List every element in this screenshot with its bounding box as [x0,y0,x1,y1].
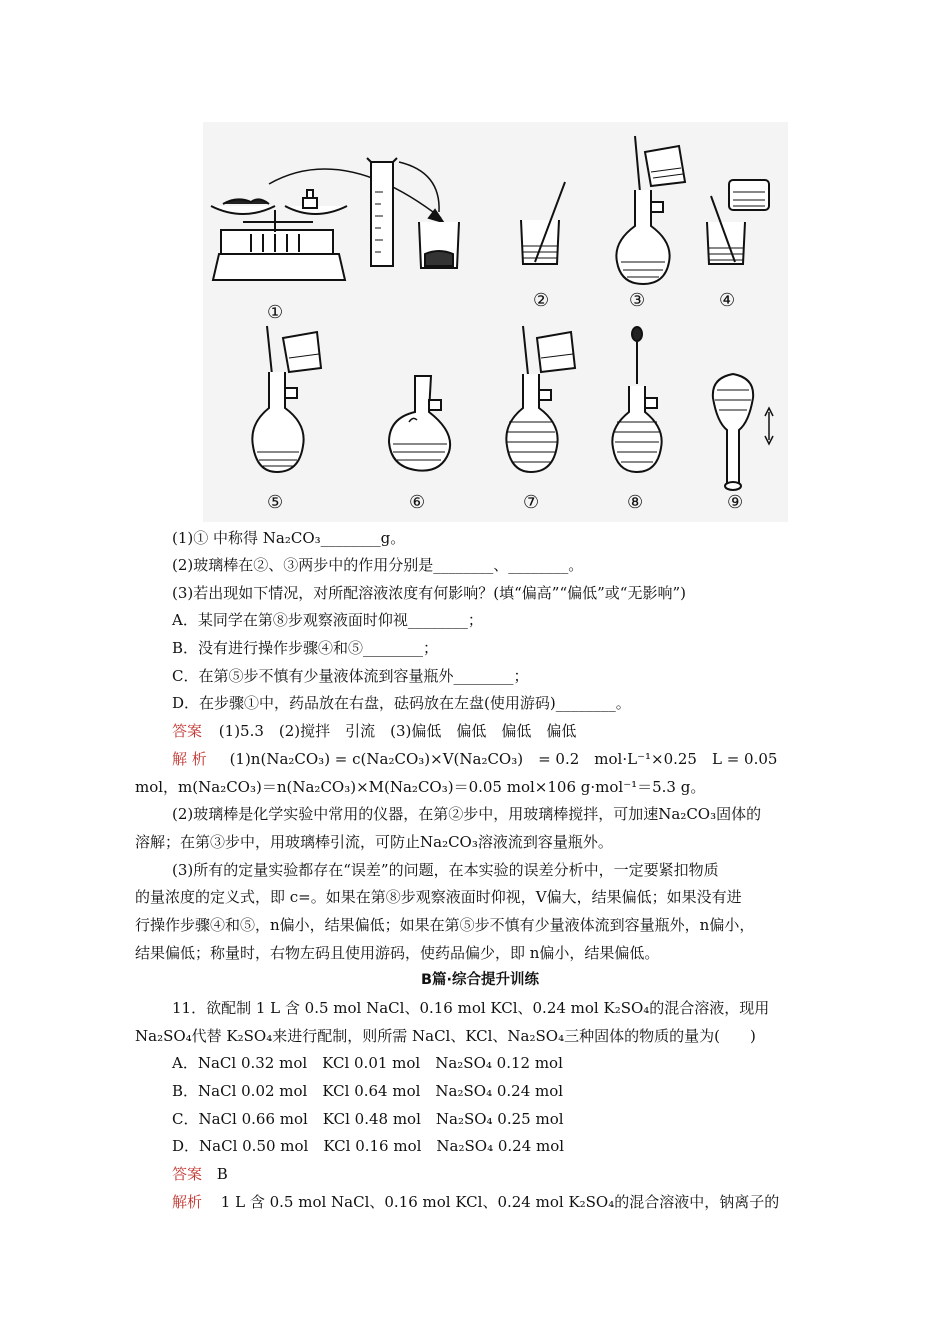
answer-label: 答案 [172,722,203,740]
step-label: ⑨ [727,492,744,513]
option-c: C．NaCl 0.66 mol KCl 0.48 mol Na₂SO₄ 0.25 mol [172,1110,564,1128]
question-11-stem: Na₂SO₄代替 K₂SO₄来进行配制，则所需 NaCl、KCl、Na₂SO₄三种固体的物质的量为( ) [135,1027,756,1045]
explanation-text: 的量浓度的定义式，即 c=。如果在第⑧步观察液面时仰视，V偏大，结果偏低；如果没有进 [135,888,742,906]
experiment-figure [203,122,788,522]
step-label: ⑦ [523,492,540,513]
answer-text: (1)5.3 (2)搅拌 引流 (3)偏低 偏低 偏低 偏低 [218,722,577,740]
solution-preparation-steps-diagram [203,122,788,522]
explanation-line [172,1192,779,1212]
explanation-text: (3)所有的定量实验都存在“误差”的问题，在本实验的误差分析中，一定要紧扣物质 [172,861,719,879]
explanation-label: 解 析 [172,750,207,768]
section-title: B篇·综合提升训练 [420,972,540,988]
question-part-3: (3)若出现如下情况，对所配溶液浓度有何影响？(填“偏高”“偏低”或“无影响”) [172,584,686,602]
explanation-text: 结果偏低；称量时，右物左码且使用游码，使药品偏少，即 n偏小，结果偏低。 [135,944,660,962]
step-label: ② [533,290,550,311]
step-label: ④ [719,290,736,311]
answer-label: 答案 [172,1165,203,1183]
explanation-text: 行操作步骤④和⑤，n偏小，结果偏低；如果在第⑤步不慎有少量液体流到容量瓶外，n偏小， [135,916,755,934]
option-d: D．在步骤①中，药品放在右盘，砝码放在左盘(使用游码)________。 [172,694,631,712]
explanation-text: 1 L 含 0.5 mol NaCl、0.16 mol KCl、0.24 mol K₂SO₄的混合溶液中，钠离子的 [220,1193,780,1211]
option-b: B．没有进行操作步骤④和⑤________； [172,639,439,657]
option-a: A．NaCl 0.32 mol KCl 0.01 mol Na₂SO₄ 0.12 mol [172,1054,563,1072]
explanation-text: (1)n(Na₂CO₃) = c(Na₂CO₃)×V(Na₂CO₃) = 0.2 mol·L⁻¹×0.25 L = 0.05 [229,750,778,768]
question-part-2: (2)玻璃棒在②、③两步中的作用分别是________、________。 [172,556,584,574]
explanation-line [172,749,777,769]
step-label: ③ [629,290,646,311]
answer-line [172,1164,228,1184]
option-a: A．某同学在第⑧步观察液面时仰视________； [172,611,483,629]
explanation-label: 解析 [172,1193,203,1211]
explanation-text: 溶解；在第③步中，用玻璃棒引流，可防止Na₂CO₃溶液流到容量瓶外。 [135,833,613,851]
answer-text: B [216,1165,228,1183]
beaker-icon [419,222,459,268]
step-label: ⑧ [627,492,644,513]
step-label: ① [267,302,284,323]
explanation-text: (2)玻璃棒是化学实验中常用的仪器，在第②步中，用玻璃棒搅拌，可加速Na₂CO₃固体的 [172,805,762,823]
option-c: C．在第⑤步不慎有少量液体流到容量瓶外________； [172,667,529,685]
question-11-stem: 11．欲配制 1 L 含 0.5 mol NaCl、0.16 mol KCl、0.24 mol K₂SO₄的混合溶液，现用 [172,999,770,1017]
explanation-text: mol，m(Na₂CO₃)＝n(Na₂CO₃)×M(Na₂CO₃)＝0.05 mol×106 g·mol⁻¹＝5.3 g。 [135,778,706,796]
step-label: ⑥ [409,492,426,513]
answer-line [172,721,576,741]
option-b: B．NaCl 0.02 mol KCl 0.64 mol Na₂SO₄ 0.24 mol [172,1082,564,1100]
question-part-1: (1)① 中称得 Na₂CO₃________g。 [172,529,406,547]
step-label: ⑤ [267,492,284,513]
option-d: D．NaCl 0.50 mol KCl 0.16 mol Na₂SO₄ 0.24 mol [172,1137,565,1155]
